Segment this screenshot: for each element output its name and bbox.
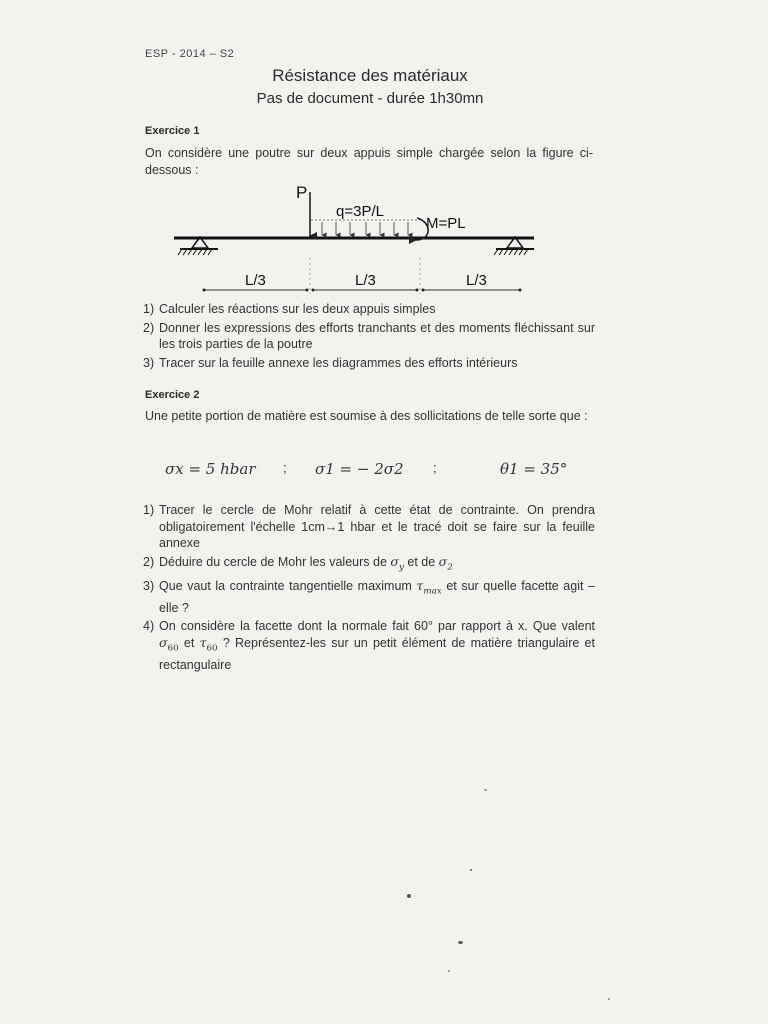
exercise-2-heading: Exercice 2 xyxy=(145,389,200,401)
sigma-2-symbol: $\sigma_2$ xyxy=(438,553,453,572)
tau-60-symbol: $\tau_{60}$ xyxy=(199,634,218,653)
beam-figure xyxy=(170,178,550,300)
sigma-y-symbol: $\sigma_y$ xyxy=(390,553,404,572)
question-number: 2) xyxy=(143,320,155,335)
page-subtitle: Pas de document - durée 1h30mn xyxy=(256,90,484,107)
question-text-part: ? Représentez-les sur un petit élément de matière triangulaire et rectangulaire xyxy=(159,635,595,672)
tau-max-symbol: $\tau_{max}$ xyxy=(416,577,442,596)
segment-label-2: L/3 xyxy=(355,272,376,289)
question-number: 3) xyxy=(143,355,155,370)
equation-separator: ; xyxy=(283,460,287,475)
exercise-1-heading: Exercice 1 xyxy=(145,125,200,137)
theta-1-equation: θ1 = 35° xyxy=(500,460,568,478)
scan-speck xyxy=(458,941,463,944)
moment-label: M=PL xyxy=(426,215,466,232)
scan-speck xyxy=(608,998,610,1000)
question-text-part: et xyxy=(183,635,195,650)
list-item xyxy=(143,301,595,318)
sigma-1-equation: σ1 = − 2σ2 xyxy=(315,460,404,478)
exercise-2-intro: Une petite portion de matière est soumise à des sollicitations de telle sorte que : xyxy=(145,409,588,423)
right-support xyxy=(494,237,534,255)
list-item xyxy=(143,554,595,576)
question-text-part: et de xyxy=(407,554,436,569)
question-text-part: Déduire du cercle de Mohr les valeurs de xyxy=(159,554,387,569)
distributed-load-label: q=3P/L xyxy=(336,203,384,220)
question-text xyxy=(159,578,595,617)
question-text-part: et sur quelle facette agit – elle ? xyxy=(159,578,595,615)
scan-speck xyxy=(448,970,450,972)
question-text: Donner les expressions des efforts tranchants et des moments fléchissant sur les trois parties de la poutre xyxy=(159,320,595,351)
stress-equations xyxy=(165,460,585,486)
list-item xyxy=(143,618,595,673)
exercise-1-questions xyxy=(143,301,595,373)
point-load-label: P xyxy=(296,183,308,202)
question-number: 4) xyxy=(143,619,155,633)
question-number: 1) xyxy=(143,302,155,316)
question-number: 1) xyxy=(143,503,155,517)
question-text-part: On considère la facette dont la normale fait 60° par rapport à x. Que valent xyxy=(159,619,595,633)
question-text: Calculer les réactions sur les deux appuis simples xyxy=(159,302,436,316)
sigma-60-symbol: $\sigma_{60}$ xyxy=(159,634,179,653)
question-text: Tracer le cercle de Mohr relatif à cette état de contrainte. On prendra obligatoirement l'échelle 1cm→1 hbar et le tracé doit se faire sur la feuille annexe xyxy=(159,503,595,550)
page-title: Résistance des matériaux xyxy=(272,66,468,85)
scan-speck xyxy=(407,894,411,898)
question-number: 2) xyxy=(143,554,155,569)
list-item xyxy=(143,320,595,353)
exercise-2-questions xyxy=(143,502,595,675)
list-item xyxy=(143,502,595,552)
sigma-x-equation: σx = 5 hbar xyxy=(165,460,256,478)
segment-label-3: L/3 xyxy=(466,272,487,289)
exercise-1-intro: On considère une poutre sur deux appuis simple chargée selon la figure ci-dessous : xyxy=(145,146,593,177)
exam-code: ESP - 2014 – S2 xyxy=(145,48,235,60)
equation-separator: ; xyxy=(433,460,437,475)
question-number: 3) xyxy=(143,578,155,593)
question-text: Tracer sur la feuille annexe les diagrammes des efforts intérieurs xyxy=(159,355,518,370)
list-item xyxy=(143,578,595,617)
left-support xyxy=(178,237,218,255)
question-text xyxy=(159,618,595,673)
scan-speck xyxy=(484,789,487,791)
list-item xyxy=(143,355,595,372)
segment-label-1: L/3 xyxy=(245,272,266,289)
question-text-part: Que vaut la contrainte tangentielle maximum xyxy=(159,578,412,593)
distributed-load xyxy=(311,220,420,235)
scan-speck xyxy=(470,869,472,871)
question-text xyxy=(159,554,595,576)
